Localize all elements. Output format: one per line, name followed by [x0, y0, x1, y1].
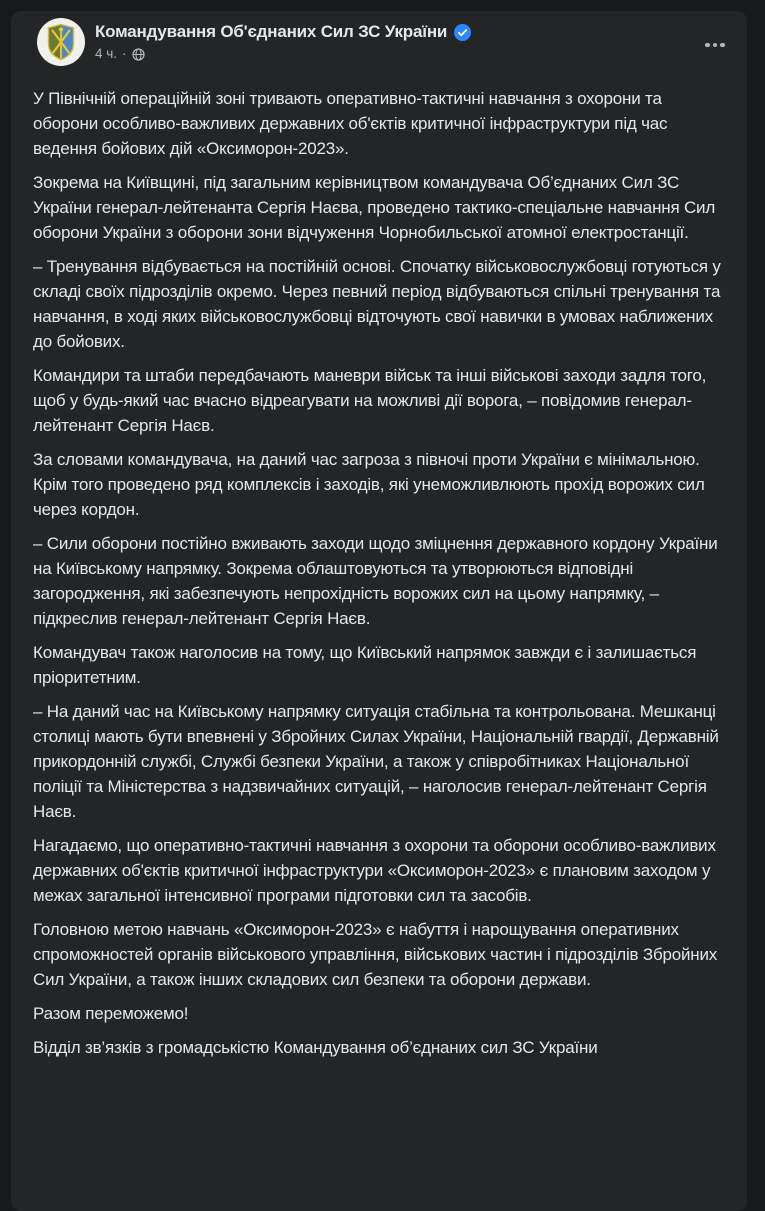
post-paragraph: Відділ зв’язків з громадськістю Командування об’єднаних сил ЗС України	[33, 1038, 598, 1057]
post-paragraph: – Сили оборони постійно вживають заходи щодо зміцнення державного кордону України на Київському напрямку. Зокрема облаштовуються та утворюються відповідні загородження, які забезпечують непрохідність ворожих сил на цьому напрямку, – підкреслив генерал-лейтенант Сергія Наєв.	[33, 534, 723, 628]
meta-row	[95, 46, 471, 61]
ellipsis-dot	[705, 43, 710, 48]
ellipsis-dot	[713, 43, 718, 48]
meta-separator: ·	[122, 46, 127, 61]
post-body	[11, 66, 747, 1060]
ellipsis-dot	[720, 43, 725, 48]
verified-badge-icon	[454, 24, 471, 41]
avatar[interactable]	[37, 18, 85, 66]
post-paragraph: За словами командувача, на даний час загроза з півночі проти України є мінімальною. Крім того проведено ряд комплексів і заходів, які унеможливлюють прохід ворожих сил через кордон.	[33, 450, 710, 519]
post-paragraph: Командувач також наголосив на тому, що Київський напрямок завжди є і залишається пріоритетним.	[33, 643, 701, 687]
post-paragraph: Головною метою навчань «Оксиморон-2023» є набуття і нарощування оперативних спроможностей органів військового управління, військових частин і підрозділів Збройних Сил України, а також інших складових сил безпеки та оборони держави.	[33, 920, 722, 989]
post-paragraph: Разом переможемо!	[33, 1004, 189, 1023]
post-paragraph: Командири та штаби передбачають маневри військ та інші військові заходи задля того, щоб у будь-який час вчасно відреагувати на можливі дії ворога, – повідомив генерал-лейтенант Сергія Наєв.	[33, 366, 711, 435]
joint-forces-emblem-icon	[37, 18, 85, 66]
post-card	[11, 11, 747, 1211]
more-options-button[interactable]	[697, 27, 733, 63]
globe-icon	[132, 48, 145, 61]
post-paragraph: – Тренування відбувається на постійній основі. Спочатку військовослужбовці готуються у складі своїх підрозділів окремо. Через певний період відбуваються спільні тренування та навчання, в ході яких військовослужбовці відточують свої навички в умовах наближених до бойових.	[33, 257, 726, 351]
timestamp[interactable]: 4 ч.	[95, 46, 118, 61]
post-paragraph: У Північній операційній зоні тривають оперативно-тактичні навчання з охорони та оборони особливо-важливих державних об'єктів критичної інфраструктури під час ведення бойових дій «Оксиморон-2023».	[33, 89, 672, 158]
post-paragraph: – На даний час на Київському напрямку ситуація стабільна та контрольована. Мешканці столиці мають бути впевнені у Збройних Силах України, Національній гвардії, Державній прикордонній службі, Службі безпеки України, а також у співробітниках Національної поліції та Міністерства з надзвичайних ситуацій, – наголосив генерал-лейтенант Сергія Наєв.	[33, 702, 724, 821]
post-header	[11, 11, 747, 66]
post-paragraph: Зокрема на Київщині, під загальним керівництвом командувача Об’єднаних Сил ЗС України генерал-лейтенанта Сергія Наєва, проведено тактико-спеціальне навчання Сил оборони України з оборони зони відчуження Чорнобильської атомної електростанції.	[33, 173, 720, 242]
page-name[interactable]: Командування Об'єднаних Сил ЗС України	[95, 22, 448, 41]
header-text	[95, 18, 471, 61]
name-row	[95, 22, 471, 42]
post-paragraph: Нагадаємо, що оперативно-тактичні навчання з охорони та оборони особливо-важливих державних об'єктів критичної інфраструктури «Оксиморон-2023» є плановим заходом у межах загальної інтенсивної програми підготовки сил та засобів.	[33, 836, 721, 905]
